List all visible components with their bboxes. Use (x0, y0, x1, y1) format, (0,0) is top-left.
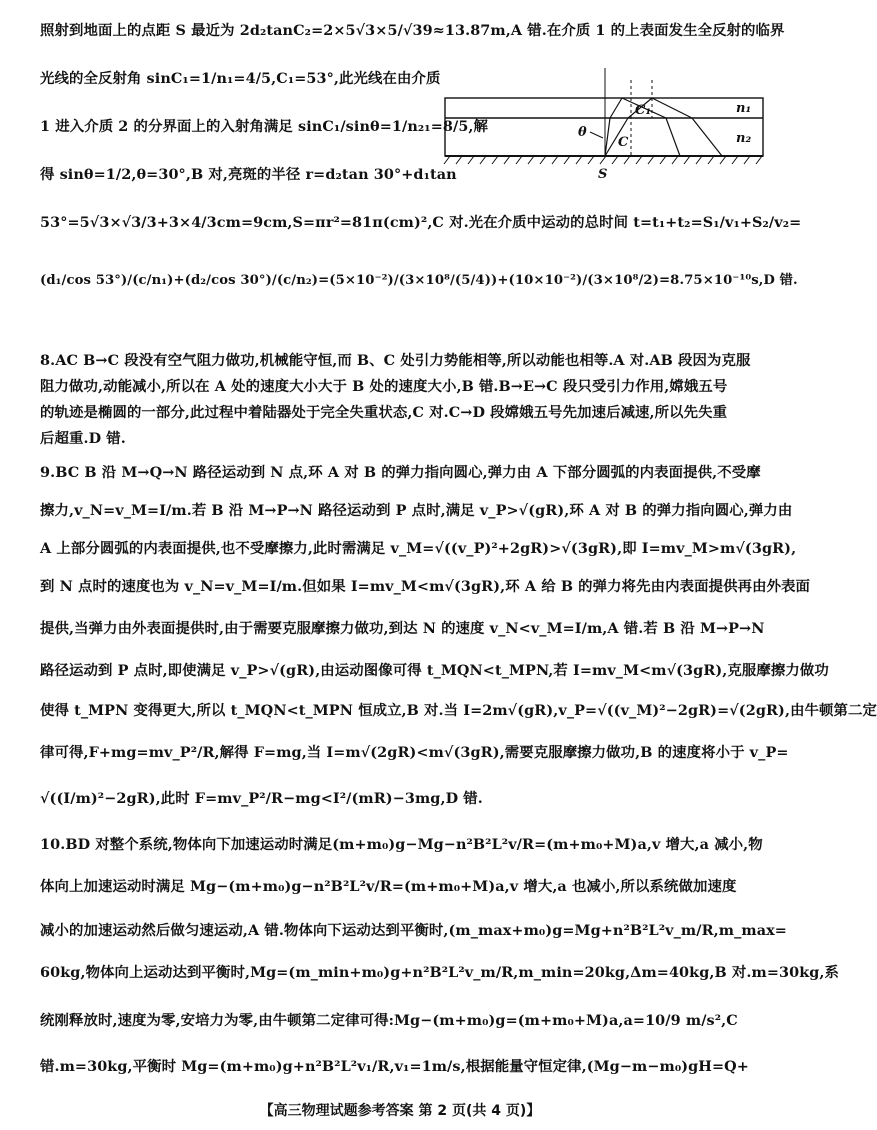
text-line: 后超重.D 错. (40, 430, 126, 447)
text-line: 阻力做功,动能减小,所以在 A 处的速度大小大于 B 处的速度大小,B 错.B→E→C 段只受引力作用,嫦娥五号 (40, 378, 728, 395)
label-n1: n₁ (736, 101, 752, 116)
text-line: A 上部分圆弧的内表面提供,也不受摩擦力,此时需满足 v_M=√((v_P)²+2gR)>√(3gR),即 I=mv_M>m√(3gR), (40, 540, 797, 557)
text-line: 8.AC B→C 段没有空气阻力做功,机械能守恒,而 B、C 处引力势能相等,所以动能也相等.A 对.AB 段因为克服 (40, 352, 751, 369)
page-footer: 【高三物理试题参考答案 第 2 页(共 4 页)】 (259, 1103, 541, 1119)
text-line: 使得 t_MPN 变得更大,所以 t_MQN<t_MPN 恒成立,B 对.当 I=2m√(gR),v_P=√((v_M)²−2gR)=√(2gR),由牛顿第二定 (40, 702, 877, 719)
text-line: 体向上加速运动时满足 Mg−(m+m₀)g−n²B²L²v/R=(m+m₀+M)a,v 增大,a 也减小,所以系统做加速度 (40, 878, 737, 895)
optics-diagram (440, 60, 770, 185)
text-line: 路径运动到 P 点时,即使满足 v_P>√(gR),由运动图像可得 t_MQN<t_MPN,若 I=mv_M<m√(3gR),克服摩擦力做功 (40, 662, 829, 679)
label-c: C (618, 135, 629, 150)
text-line: 9.BC B 沿 M→Q→N 路径运动到 N 点,环 A 对 B 的弹力指向圆心,弹力由 A 下部分圆弧的内表面提供,不受摩 (40, 464, 761, 481)
text-line: 提供,当弹力由外表面提供时,由于需要克服摩擦力做功,到达 N 的速度 v_N<v_M=I/m,A 错.若 B 沿 M→P→N (40, 620, 765, 637)
text-line: (d₁/cos 53°)/(c/n₁)+(d₂/cos 30°)/(c/n₂)=(5×10⁻²)/(3×10⁸/(5/4))+(10×10⁻²)/(3×10⁸/2)=8.75×10⁻¹⁰s,D 错. (40, 273, 798, 288)
label-c1: C₁ (635, 103, 652, 118)
text-line: 照射到地面上的点距 S 最近为 2d₂tanC₂=2×5√3×5/√39≈13.87m,A 错.在介质 1 的上表面发生全反射的临界 (40, 22, 785, 39)
text-line: 光线的全反射角 sinC₁=1/n₁=4/5,C₁=53°,此光线在由介质 (40, 70, 441, 87)
text-line: 律可得,F+mg=mv_P²/R,解得 F=mg,当 I=m√(2gR)<m√(3gR),需要克服摩擦力做功,B 的速度将小于 v_P= (40, 744, 789, 761)
text-line: 60kg,物体向上运动达到平衡时,Mg=(m_min+m₀)g+n²B²L²v_m/R,m_min=20kg,Δm=40kg,B 对.m=30kg,系 (40, 964, 840, 981)
label-s: S (598, 167, 608, 182)
text-line: 10.BD 对整个系统,物体向下加速运动时满足(m+m₀)g−Mg−n²B²L²v/R=(m+m₀+M)a,v 增大,a 减小,物 (40, 836, 763, 853)
label-theta: θ (578, 125, 587, 140)
text-line: √((I/m)²−2gR),此时 F=mv_P²/R−mg<I²/(mR)−3mg,D 错. (40, 790, 483, 807)
text-line: 53°=5√3×√3/3+3×4/3cm=9cm,S=πr²=81π(cm)²,C 对.光在介质中运动的总时间 t=t₁+t₂=S₁/v₁+S₂/v₂= (40, 214, 802, 231)
text-line: 错.m=30kg,平衡时 Mg=(m+m₀)g+n²B²L²v₁/R,v₁=1m/s,根据能量守恒定律,(Mg−m−m₀)gH=Q+ (40, 1058, 749, 1075)
text-line: 的轨迹是椭圆的一部分,此过程中着陆器处于完全失重状态,C 对.C→D 段嫦娥五号先加速后减速,所以先失重 (40, 404, 728, 421)
text-line: 统刚释放时,速度为零,安培力为零,由牛顿第二定律可得:Mg−(m+m₀)g=(m+m₀+M)a,a=10/9 m/s²,C (40, 1012, 738, 1029)
label-n2: n₂ (736, 131, 752, 146)
text-line: 1 进入介质 2 的分界面上的入射角满足 sinC₁/sinθ=1/n₂₁=8/5,解 (40, 118, 489, 135)
text-line: 减小的加速运动然后做匀速运动,A 错.物体向下运动达到平衡时,(m_max+m₀)g=Mg+n²B²L²v_m/R,m_max= (40, 922, 787, 939)
text-line: 擦力,v_N=v_M=I/m.若 B 沿 M→P→N 路径运动到 P 点时,满足 v_P>√(gR),环 A 对 B 的弹力指向圆心,弹力由 (40, 502, 793, 519)
text-line: 到 N 点时的速度也为 v_N=v_M=I/m.但如果 I=mv_M<m√(3gR),环 A 给 B 的弹力将先由内表面提供再由外表面 (40, 578, 811, 595)
text-line: 得 sinθ=1/2,θ=30°,B 对,亮斑的半径 r=d₂tan 30°+d₁tan (40, 166, 457, 183)
